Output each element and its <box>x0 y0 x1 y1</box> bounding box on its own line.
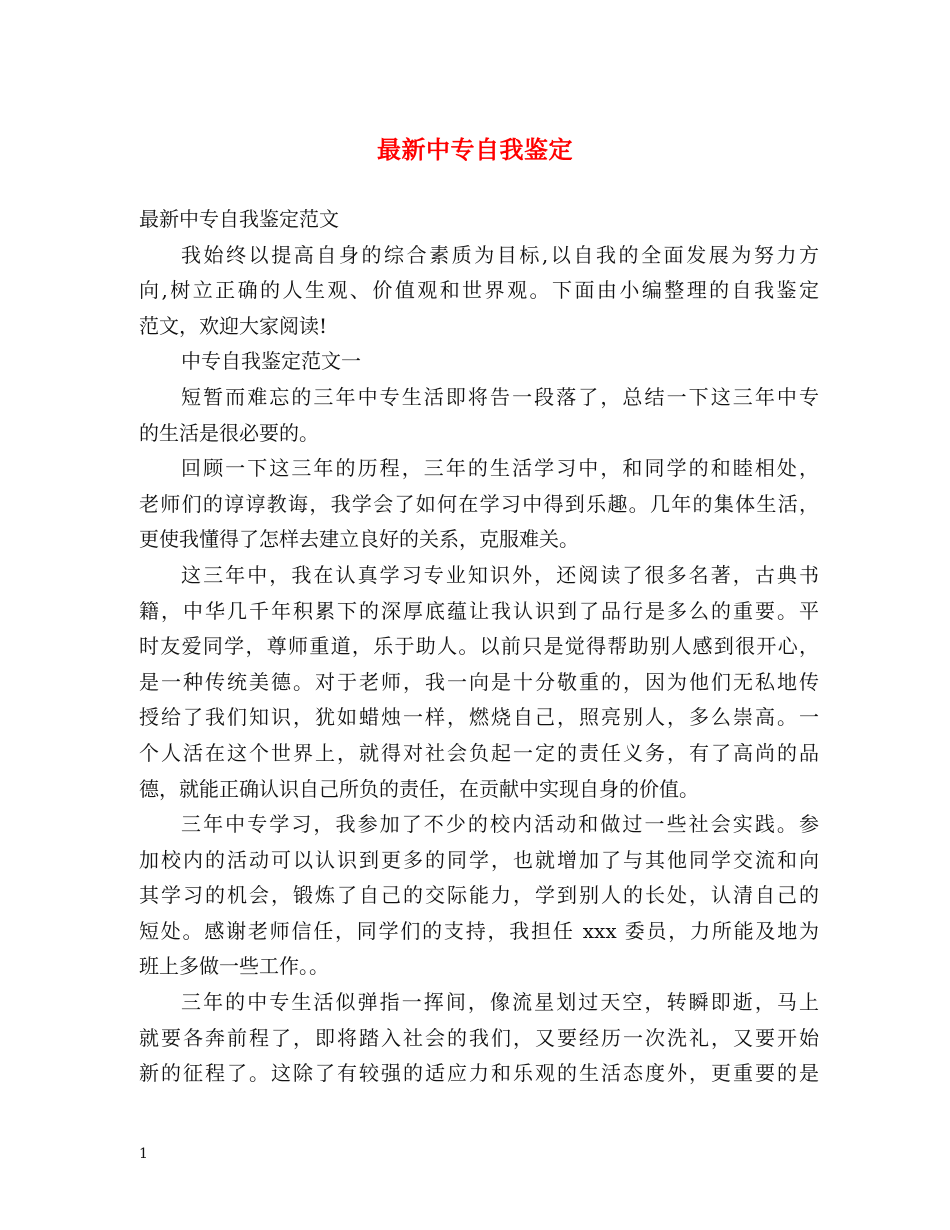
document-title: 最新中专自我鉴定 <box>377 135 573 164</box>
paragraph-line: 三年的中专生活似弹指一挥间，像流星划过天空，转瞬即逝，马上 <box>181 990 819 1015</box>
paragraph-line: 是一种传统美德。对于老师，我一向是十分敬重的，因为他们无私地传 <box>139 669 819 694</box>
paragraph-line: 德，就能正确认识自己所负的责任，在贡献中实现自身的价值。 <box>139 776 699 801</box>
paragraph-line: 加校内的活动可以认识到更多的同学，也就增加了与其他同学交流和向 <box>139 847 819 872</box>
paragraph-line: 范文，欢迎大家阅读! <box>139 313 328 338</box>
paragraph-line: 授给了我们知识，犹如蜡烛一样，燃烧自己，照亮别人，多么崇高。一 <box>139 705 819 730</box>
paragraph-line: 向,树立正确的人生观、价值观和世界观。下面由小编整理的自我鉴定 <box>139 278 819 303</box>
page-number: 1 <box>139 1146 148 1162</box>
paragraph-line: 的生活是很必要的。 <box>139 420 319 445</box>
section-heading: 中专自我鉴定范文一 <box>181 349 361 374</box>
paragraph-line: 三年中专学习，我参加了不少的校内活动和做过一些社会实践。参 <box>181 812 819 837</box>
paragraph-line: 班上多做一些工作。。 <box>139 954 329 979</box>
paragraph-line: 时友爱同学，尊师重道，乐于助人。以前只是觉得帮助别人感到很开心， <box>139 634 819 659</box>
paragraph-line: 这三年中，我在认真学习专业知识外，还阅读了很多名著，古典书 <box>181 562 819 587</box>
paragraph-line: 短处。感谢老师信任，同学们的支持，我担任 xxx 委员，力所能及地为 <box>139 918 819 943</box>
paragraph-line: 更使我懂得了怎样去建立良好的关系，克服难关。 <box>139 527 579 552</box>
paragraph-line: 老师们的谆谆教诲，我学会了如何在学习中得到乐趣。几年的集体生活， <box>139 491 819 516</box>
paragraph-line: 籍，中华几千年积累下的深厚底蕴让我认识到了品行是多么的重要。平 <box>139 598 819 623</box>
paragraph-line: 我始终以提高自身的综合素质为目标,以自我的全面发展为努力方 <box>181 242 819 267</box>
paragraph-line: 新的征程了。这除了有较强的适应力和乐观的生活态度外，更重要的是 <box>139 1061 819 1086</box>
subtitle-line: 最新中专自我鉴定范文 <box>139 207 339 231</box>
paragraph-line: 其学习的机会，锻炼了自己的交际能力，学到别人的长处，认清自己的 <box>139 883 819 908</box>
paragraph-line: 就要各奔前程了，即将踏入社会的我们，又要经历一次洗礼，又要开始 <box>139 1025 819 1050</box>
paragraph-line: 回顾一下这三年的历程，三年的生活学习中，和同学的和睦相处， <box>181 456 819 481</box>
paragraph-line: 个人活在这个世界上，就得对社会负起一定的责任义务，有了高尚的品 <box>139 740 819 765</box>
paragraph-line: 短暂而难忘的三年中专生活即将告一段落了，总结一下这三年中专 <box>181 384 819 409</box>
document-body <box>139 202 819 1092</box>
